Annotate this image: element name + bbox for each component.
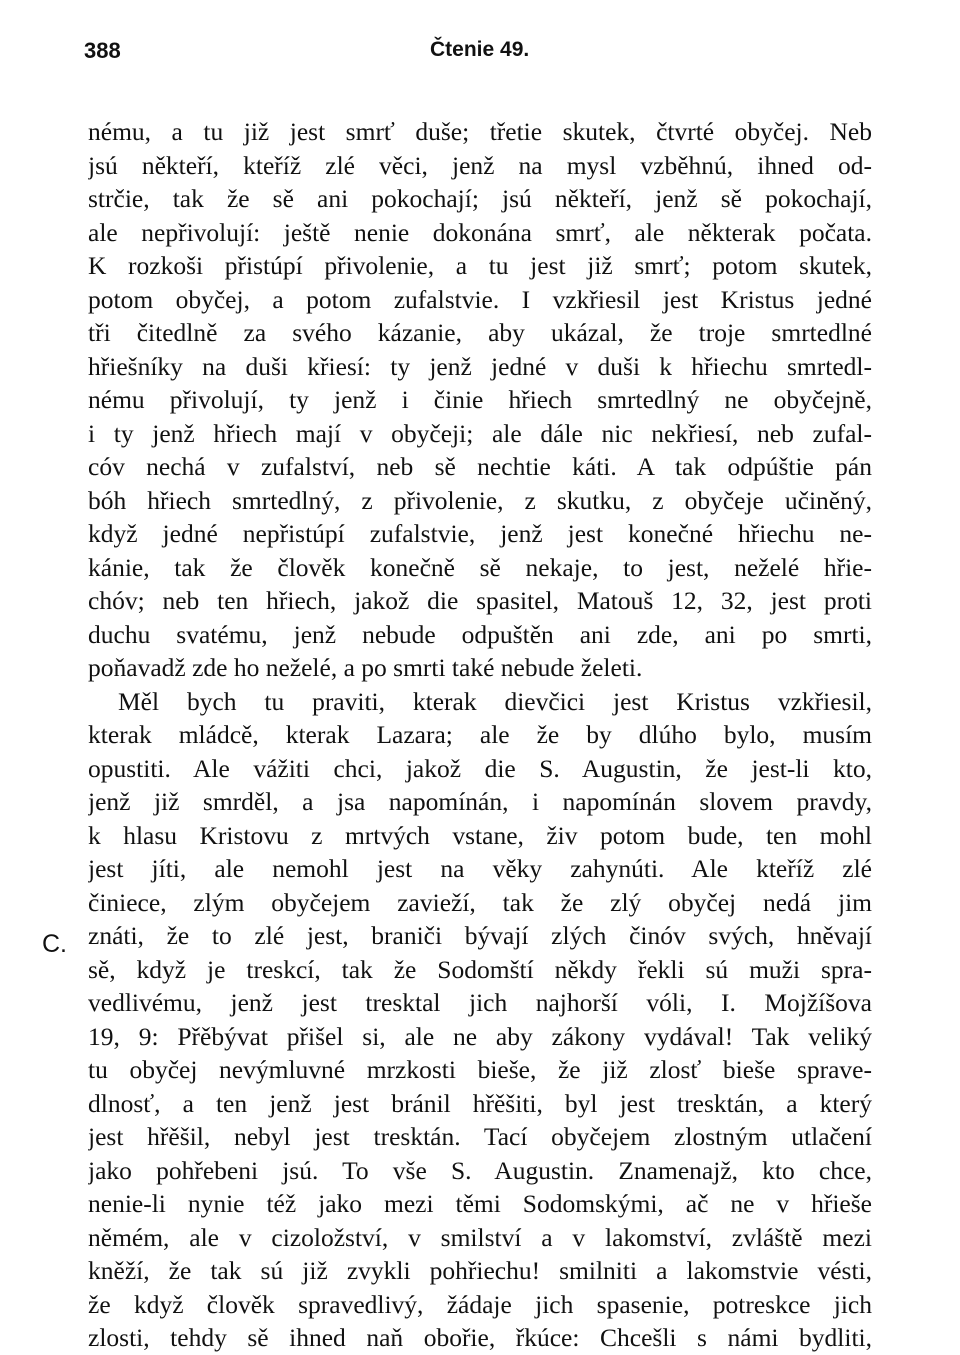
- text-line: chóv; neb ten hřiech, jakož die spasitel, Matouš 12, 32, jest proti: [88, 586, 872, 615]
- text-line: bóh hřiech smrtedlný, z přivolenie, z skutku, z obyčeje učiněný,: [88, 485, 872, 515]
- text-line: kterak mládcě, kterak Lazara; ale že by dlúho bylo, musím: [88, 720, 872, 749]
- text-line: potom obyčej, a potom zufalstvie. I vzkřiesil jest Kristus jedné: [88, 284, 872, 314]
- text-line: jako pohřebeni jsú. To vše S. Augustin. Znamenajž, kto chce,: [88, 1155, 872, 1185]
- text-line: opustiti. Ale vážiti chci, jakož die S. Augustin, že jest-li kto,: [88, 753, 872, 783]
- page-header: [84, 38, 874, 68]
- text-line: duchu svatému, jenž nebude odpuštěn ani zde, ani po smrti,: [88, 619, 872, 649]
- text-line: hřiešníky na duši křiesí: ty jenž jedné v duši k hřiechu smrtedl-: [88, 351, 872, 381]
- text-line: tři čitedlně za svého kázanie, aby ukázal, že troje smrtedlné: [88, 318, 872, 347]
- text-line: nému, a tu již jest smrť duše; třetie skutek, čtvrté obyčej. Neb: [88, 117, 872, 146]
- page-number: 388: [84, 38, 121, 63]
- text-line: kánie, tak že člověk konečně sě nekaje, to jest, neželé hřie-: [88, 552, 872, 582]
- text-line: i ty jenž hřiech mají v obyčeji; ale dále nic nekřiesí, neb zufal-: [88, 418, 872, 448]
- body-text: [88, 115, 872, 1355]
- margin-note: C.: [42, 930, 67, 958]
- text-line: cóv nechá v zufalství, neb sě nechtie káti. A tak odpúštie pán: [88, 452, 872, 481]
- text-line: nému přivolují, ty jenž i činie hřiech smrtedlný ne obyčejně,: [88, 385, 872, 414]
- text-line: K rozkoši přistúpí přivolenie, a tu jest již smrť; potom skutek,: [88, 251, 872, 280]
- text-line: činiece, zlým obyčejem zavieží, tak že zlý obyčej nedá jim: [88, 887, 872, 917]
- paragraph-last-line: poňavadž zde ho neželé, a po smrti také nebude želeti.: [88, 653, 643, 682]
- text-line: že když člověk spravedlivý, žádaje jich spasenie, potreskce jich: [88, 1289, 872, 1319]
- text-line: znáti, že to zlé jest, braniči bývají zlých činóv svých, hněvají: [88, 921, 872, 950]
- text-line: ale nepřivolují: ještě nenie dokonána smrť, ale některak počata.: [88, 217, 872, 247]
- paragraph-first-line: Měl bych tu praviti, kterak dievčici jest Kristus vzkřiesil,: [118, 686, 872, 716]
- text-line: zlosti, tehdy sě ihned naň obořie, řkúce: Chcešli s námi bydliti,: [88, 1323, 872, 1352]
- text-line: 19, 9: Přěbývat přišel si, ale ne aby zákony vydával! Tak veliký: [88, 1021, 872, 1051]
- text-line: vedlivému, jenž jest tresktal jich najhorší vóli, I. Mojžíšova: [88, 988, 872, 1017]
- text-line: sě, když je treskcí, tak že Sodomští někdy řekli sú muži spra-: [88, 954, 872, 984]
- text-line: nenie-li nynie též jako mezi těmi Sodomskými, ač ne v hřieše: [88, 1189, 872, 1218]
- text-line: když jedné nepřistúpí zufalstvie, jenž jest konečné hřiechu ne-: [88, 519, 872, 548]
- text-line: tu obyčej nevýmluvné mrzkosti bieše, že již zlosť bieše sprave-: [88, 1055, 872, 1084]
- running-head: Čtenie 49.: [430, 38, 530, 61]
- text-line: kněží, že tak sú již zvykli pohřiechu! smilniti a lakomstvie vésti,: [88, 1256, 872, 1285]
- text-line: jsú někteří, kteříž zlé věci, jenž na mysl vzběhnú, ihned od-: [88, 150, 872, 180]
- text-line: jenž již smrděl, a jsa napomínán, i napomínán slovem pravdy,: [88, 787, 872, 816]
- text-line: k hlasu Kristovu z mrtvých vstane, živ potom bude, ten mohl: [88, 820, 872, 850]
- text-line: němém, ale v cizoložství, v smilství a v lakomství, zvláště mezi: [88, 1222, 872, 1252]
- text-line: jest jíti, ale nemohl jest na věky zahynúti. Ale kteříž zlé: [88, 854, 872, 883]
- text-line: strčie, tak že sě ani pokochají; jsú někteří, jenž sě pokochají,: [88, 184, 872, 213]
- text-line: jest hřěšil, nebyl jest tresktán. Tací obyčejem zlostným utlačení: [88, 1122, 872, 1151]
- text-line: dlnosť, a ten jenž jest bránil hřěšiti, byl jest tresktán, a který: [88, 1088, 872, 1118]
